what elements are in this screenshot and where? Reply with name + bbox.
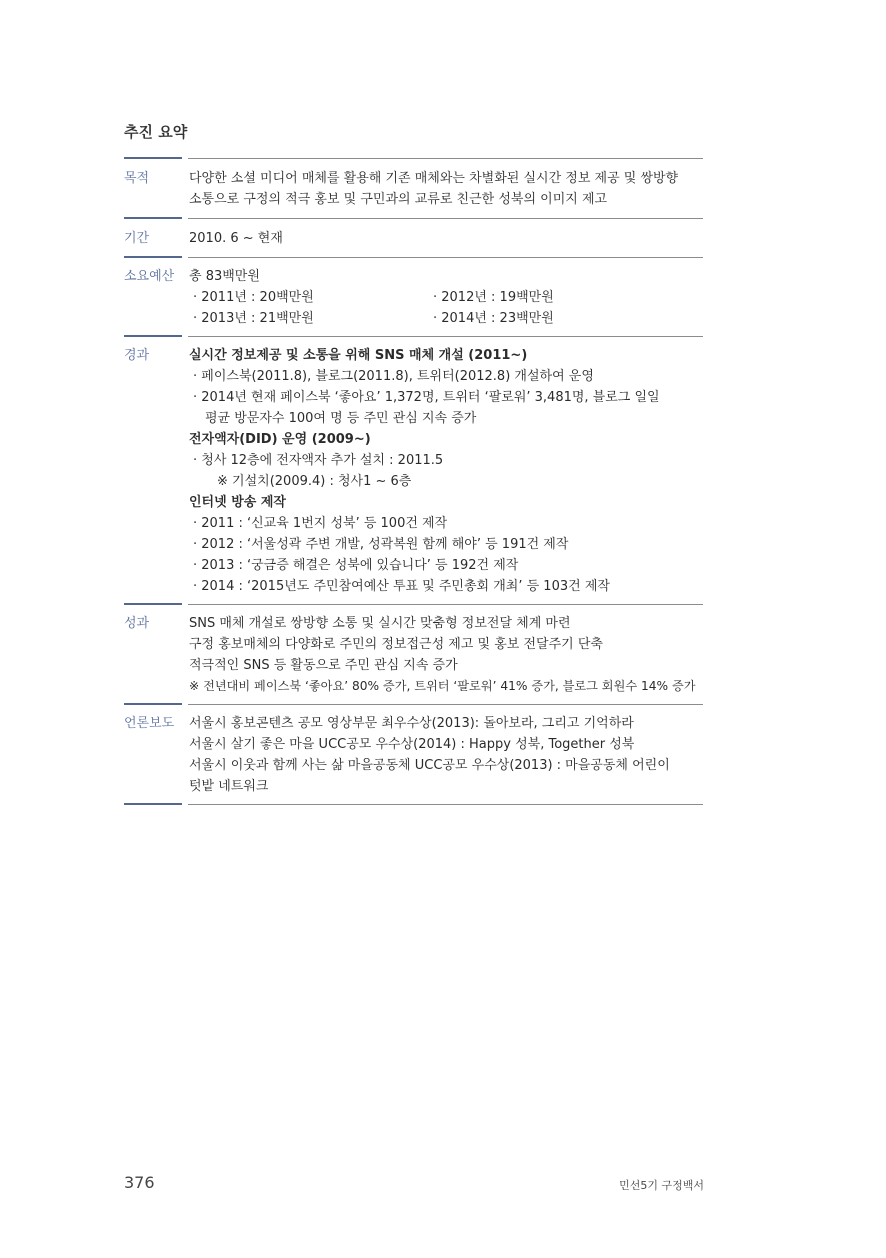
divider <box>188 704 703 705</box>
budget-total: 총 83백만원 <box>189 269 260 284</box>
text-line: 서울시 살기 좋은 마을 UCC공모 우수상(2014) : Happy 성북, Together 성북 <box>189 737 635 752</box>
text-line: 구정 홍보매체의 다양화로 주민의 정보접근성 제고 및 홍보 전달주기 단축 <box>189 637 603 652</box>
divider <box>188 604 703 605</box>
divider <box>124 217 182 219</box>
bullet-item: · 페이스북(2011.8), 블로그(2011.8), 트위터(2012.8) 개설하여 운영 <box>193 369 594 384</box>
text-line: 소통으로 구정의 적극 홍보 및 구민과의 교류로 친근한 성북의 이미지 제고 <box>189 192 608 207</box>
row-label: 경과 <box>124 348 150 363</box>
text-line: 다양한 소셜 미디어 매체를 활용해 기존 매체와는 차별화된 실시간 정보 제공 및 쌍방향 <box>189 171 679 186</box>
note-line: ※ 기설치(2009.4) : 청사1 ~ 6층 <box>217 474 412 489</box>
text-line: SNS 매체 개설로 쌍방향 소통 및 실시간 맞춤형 정보전달 체계 마련 <box>189 616 571 631</box>
budget-item: · 2013년 : 21백만원 <box>193 311 314 326</box>
divider <box>188 158 703 159</box>
bullet-item: · 청사 12층에 전자액자 추가 설치 : 2011.5 <box>193 453 444 468</box>
divider <box>188 804 703 805</box>
row-label: 소요예산 <box>124 269 175 284</box>
bullet-item: · 2011 : ‘신교육 1번지 성북’ 등 100건 제작 <box>193 516 448 531</box>
row-content <box>189 713 704 797</box>
row-label: 언론보도 <box>124 716 175 731</box>
subheading: 전자액자(DID) 운영 (2009~) <box>189 432 371 447</box>
row-content <box>189 228 704 249</box>
budget-item: · 2014년 : 23백만원 <box>433 311 554 326</box>
bullet-item: · 2014년 현재 페이스북 ‘좋아요’ 1,372명, 트위터 ‘팔로워’ 3,481명, 블로그 일일 <box>193 390 660 405</box>
budget-items-row <box>189 308 704 329</box>
budget-items-row <box>189 287 704 308</box>
text-line: 적극적인 SNS 등 활동으로 주민 관심 지속 증가 <box>189 658 458 673</box>
divider <box>124 603 182 605</box>
section-title: 추진 요약 <box>124 123 188 141</box>
note-line: ※ 전년대비 페이스북 ‘좋아요’ 80% 증가, 트위터 ‘팔로워’ 41% 증가, 블로그 회원수 14% 증가 <box>189 679 696 693</box>
divider <box>124 157 182 159</box>
divider <box>124 256 182 258</box>
row-label: 성과 <box>124 616 150 631</box>
divider <box>124 803 182 805</box>
divider <box>188 218 703 219</box>
text-line: 2010. 6 ~ 현재 <box>189 231 283 246</box>
row-content <box>189 613 704 697</box>
row-label: 목적 <box>124 171 150 186</box>
row-content <box>189 266 704 329</box>
row-label: 기간 <box>124 231 150 246</box>
bullet-item: · 2014 : ‘2015년도 주민참여예산 투표 및 주민총회 개최’ 등 103건 제작 <box>193 579 610 594</box>
row-content <box>189 345 704 597</box>
divider <box>124 703 182 705</box>
bullet-item: · 2012 : ‘서울성곽 주변 개발, 성곽복원 함께 해야’ 등 191건 제작 <box>193 537 569 552</box>
text-line: 텃밭 네트워크 <box>189 779 269 794</box>
bullet-item: · 2013 : ‘궁금증 해결은 성북에 있습니다’ 등 192건 제작 <box>193 558 519 573</box>
subheading: 인터넷 방송 제작 <box>189 495 286 510</box>
budget-item: · 2011년 : 20백만원 <box>193 290 314 305</box>
text-line: 서울시 홍보콘텐츠 공모 영상부문 최우수상(2013): 돌아보라, 그리고 기억하라 <box>189 716 634 731</box>
divider <box>124 335 182 337</box>
book-title: 민선5기 구정백서 <box>619 1179 704 1192</box>
page-number: 376 <box>124 1173 155 1192</box>
budget-item: · 2012년 : 19백만원 <box>433 290 554 305</box>
divider <box>188 336 703 337</box>
subheading: 실시간 정보제공 및 소통을 위해 SNS 매체 개설 (2011~) <box>189 348 528 363</box>
text-line: 서울시 이웃과 함께 사는 삶 마을공동체 UCC공모 우수상(2013) : 마을공동체 어린이 <box>189 758 670 773</box>
divider <box>188 257 703 258</box>
bullet-continuation: 평균 방문자수 100여 명 등 주민 관심 지속 증가 <box>205 411 477 426</box>
row-content <box>189 168 704 210</box>
